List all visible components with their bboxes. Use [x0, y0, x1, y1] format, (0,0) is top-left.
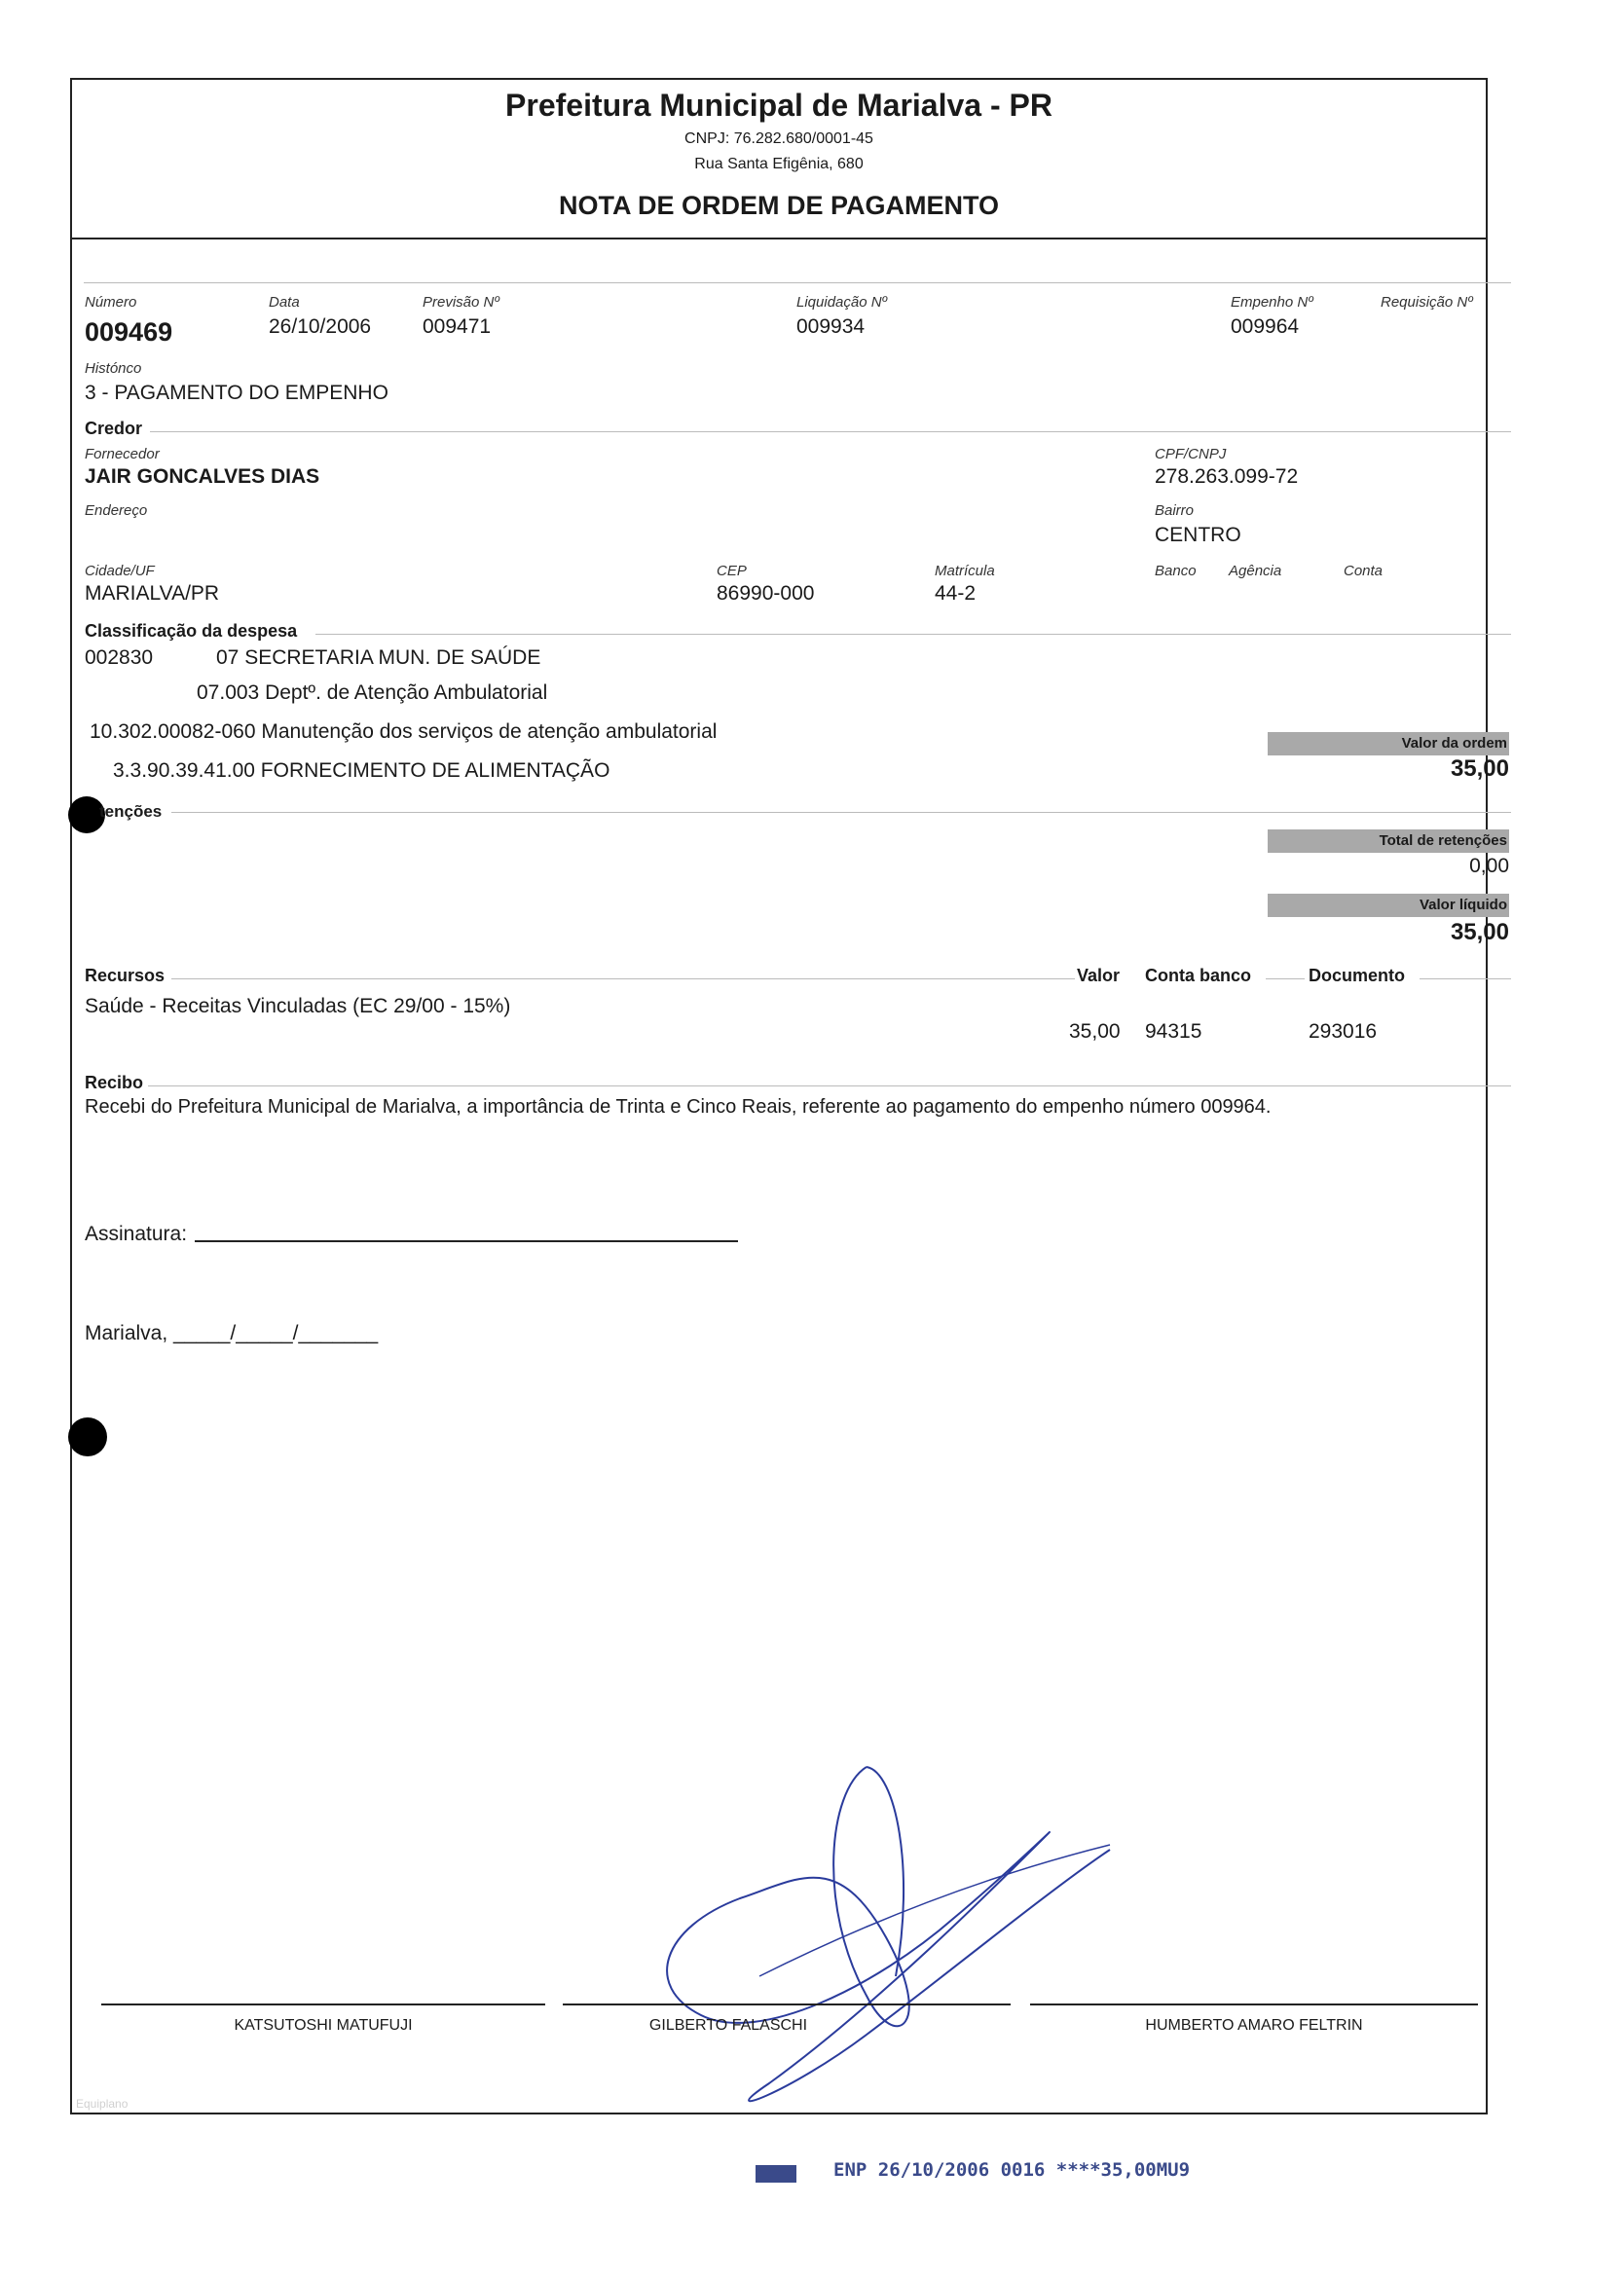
doc-title: NOTA DE ORDEM DE PAGAMENTO — [558, 191, 999, 220]
historico-label: Histónco — [85, 360, 142, 377]
recibo-section: Recibo — [85, 1073, 144, 1092]
valor-liquido-value: 35,00 — [1450, 919, 1509, 945]
data-value: 26/10/2006 — [269, 315, 372, 338]
numero-label: Número — [85, 294, 137, 311]
bairro-value: CENTRO — [1155, 524, 1241, 546]
classificacao-divider — [315, 634, 1511, 635]
credor-section: Credor — [85, 419, 143, 438]
recursos-documento-label: Documento — [1309, 966, 1405, 985]
previsao-value: 009471 — [423, 315, 492, 338]
cidade-value: MARIALVA/PR — [85, 582, 220, 605]
cep-label: CEP — [717, 563, 747, 579]
bank-stamp-logo — [756, 2165, 796, 2183]
data-label: Data — [269, 294, 300, 311]
classificacao-code: 002830 — [85, 646, 154, 669]
recursos-divider — [171, 978, 1075, 979]
signatory-3: HUMBERTO AMARO FELTRIN — [1145, 2017, 1363, 2034]
recursos-valor: 35,00 — [1069, 1020, 1121, 1043]
previsao-label: Previsão Nº — [423, 294, 499, 311]
secretaria: 07 SECRETARIA MUN. DE SAÚDE — [216, 646, 541, 669]
empenho-value: 009964 — [1231, 315, 1300, 338]
recursos-conta-label: Conta banco — [1145, 966, 1252, 985]
valor-ordem-label: Valor da ordem — [1268, 732, 1509, 755]
numero-value: 009469 — [85, 317, 173, 347]
valor-liquido-label: Valor líquido — [1268, 894, 1509, 917]
cidade-label: Cidade/UF — [85, 563, 155, 579]
recursos-divider-3 — [1420, 978, 1511, 979]
assinatura-label: Assinatura: — [85, 1223, 188, 1245]
total-retencoes-value: 0,00 — [1469, 855, 1509, 877]
retencoes-divider — [171, 812, 1511, 813]
fornecedor-label: Fornecedor — [85, 446, 160, 462]
handwritten-signature — [643, 1752, 1149, 2142]
recibo-text: Recebi do Prefeitura Municipal de Marialva, a importância de Trinta e Cinco Reais, referente ao pagamento do empenho número 009964. — [85, 1096, 1272, 1118]
cnpj: CNPJ: 76.282.680/0001-45 — [684, 130, 873, 147]
bairro-label: Bairro — [1155, 502, 1195, 519]
valor-ordem-value: 35,00 — [1450, 755, 1509, 782]
fornecedor-value: JAIR GONCALVES DIAS — [85, 465, 320, 488]
local-data: Marialva, _____/_____/_______ — [85, 1322, 379, 1344]
cpf-label: CPF/CNPJ — [1155, 446, 1227, 462]
recursos-divider-2 — [1266, 978, 1305, 979]
signatory-1: KATSUTOSHI MATUFUJI — [234, 2017, 413, 2034]
requisicao-label: Requisição Nº — [1381, 294, 1473, 311]
banco-label: Banco — [1155, 563, 1197, 579]
punch-hole-bottom — [68, 1417, 107, 1456]
recursos-section: Recursos — [85, 966, 166, 985]
programa: 10.302.00082-060 Manutenção dos serviços de atenção ambulatorial — [90, 720, 718, 743]
equiplano-mark: Equiplano — [76, 2097, 129, 2111]
address: Rua Santa Efigênia, 680 — [694, 156, 864, 172]
matricula-value: 44-2 — [935, 582, 977, 605]
retencoes-section: tenções — [99, 802, 163, 821]
recursos-conta: 94315 — [1145, 1020, 1202, 1043]
historico-value: 3 - PAGAMENTO DO EMPENHO — [85, 382, 388, 404]
bank-stamp-text: ENP 26/10/2006 0016 ****35,00MU9 — [833, 2159, 1191, 2181]
credor-divider — [150, 431, 1511, 432]
total-retencoes-label: Total de retenções — [1268, 829, 1509, 853]
matricula-label: Matrícula — [935, 563, 995, 579]
org-name: Prefeitura Municipal de Marialva - PR — [505, 88, 1052, 123]
fields-divider — [84, 282, 1511, 283]
liquidacao-label: Liquidação Nº — [796, 294, 888, 311]
recursos-documento: 293016 — [1309, 1020, 1378, 1043]
recursos-valor-label: Valor — [1077, 966, 1121, 985]
recursos-descricao: Saúde - Receitas Vinculadas (EC 29/00 - 15%) — [85, 995, 511, 1017]
header-divider — [70, 238, 1488, 239]
signature-line-3 — [1030, 2003, 1478, 2005]
signature-line-1 — [101, 2003, 545, 2005]
elemento: 3.3.90.39.41.00 FORNECIMENTO DE ALIMENTAÇÃO — [113, 759, 610, 782]
classificacao-section: Classificação da despesa — [85, 621, 298, 641]
recibo-divider — [148, 1085, 1511, 1086]
endereco-label: Endereço — [85, 502, 148, 519]
liquidacao-value: 009934 — [796, 315, 866, 338]
empenho-label: Empenho Nº — [1231, 294, 1313, 311]
signature-line-2 — [563, 2003, 1011, 2005]
departamento: 07.003 Deptº. de Atenção Ambulatorial — [197, 681, 548, 704]
cep-value: 86990-000 — [717, 582, 815, 605]
agencia-label: Agência — [1229, 563, 1282, 579]
signatory-2: GILBERTO FALASCHI — [648, 2017, 808, 2034]
assinatura-line — [195, 1240, 738, 1242]
conta-label: Conta — [1344, 563, 1384, 579]
cpf-value: 278.263.099-72 — [1155, 465, 1299, 488]
